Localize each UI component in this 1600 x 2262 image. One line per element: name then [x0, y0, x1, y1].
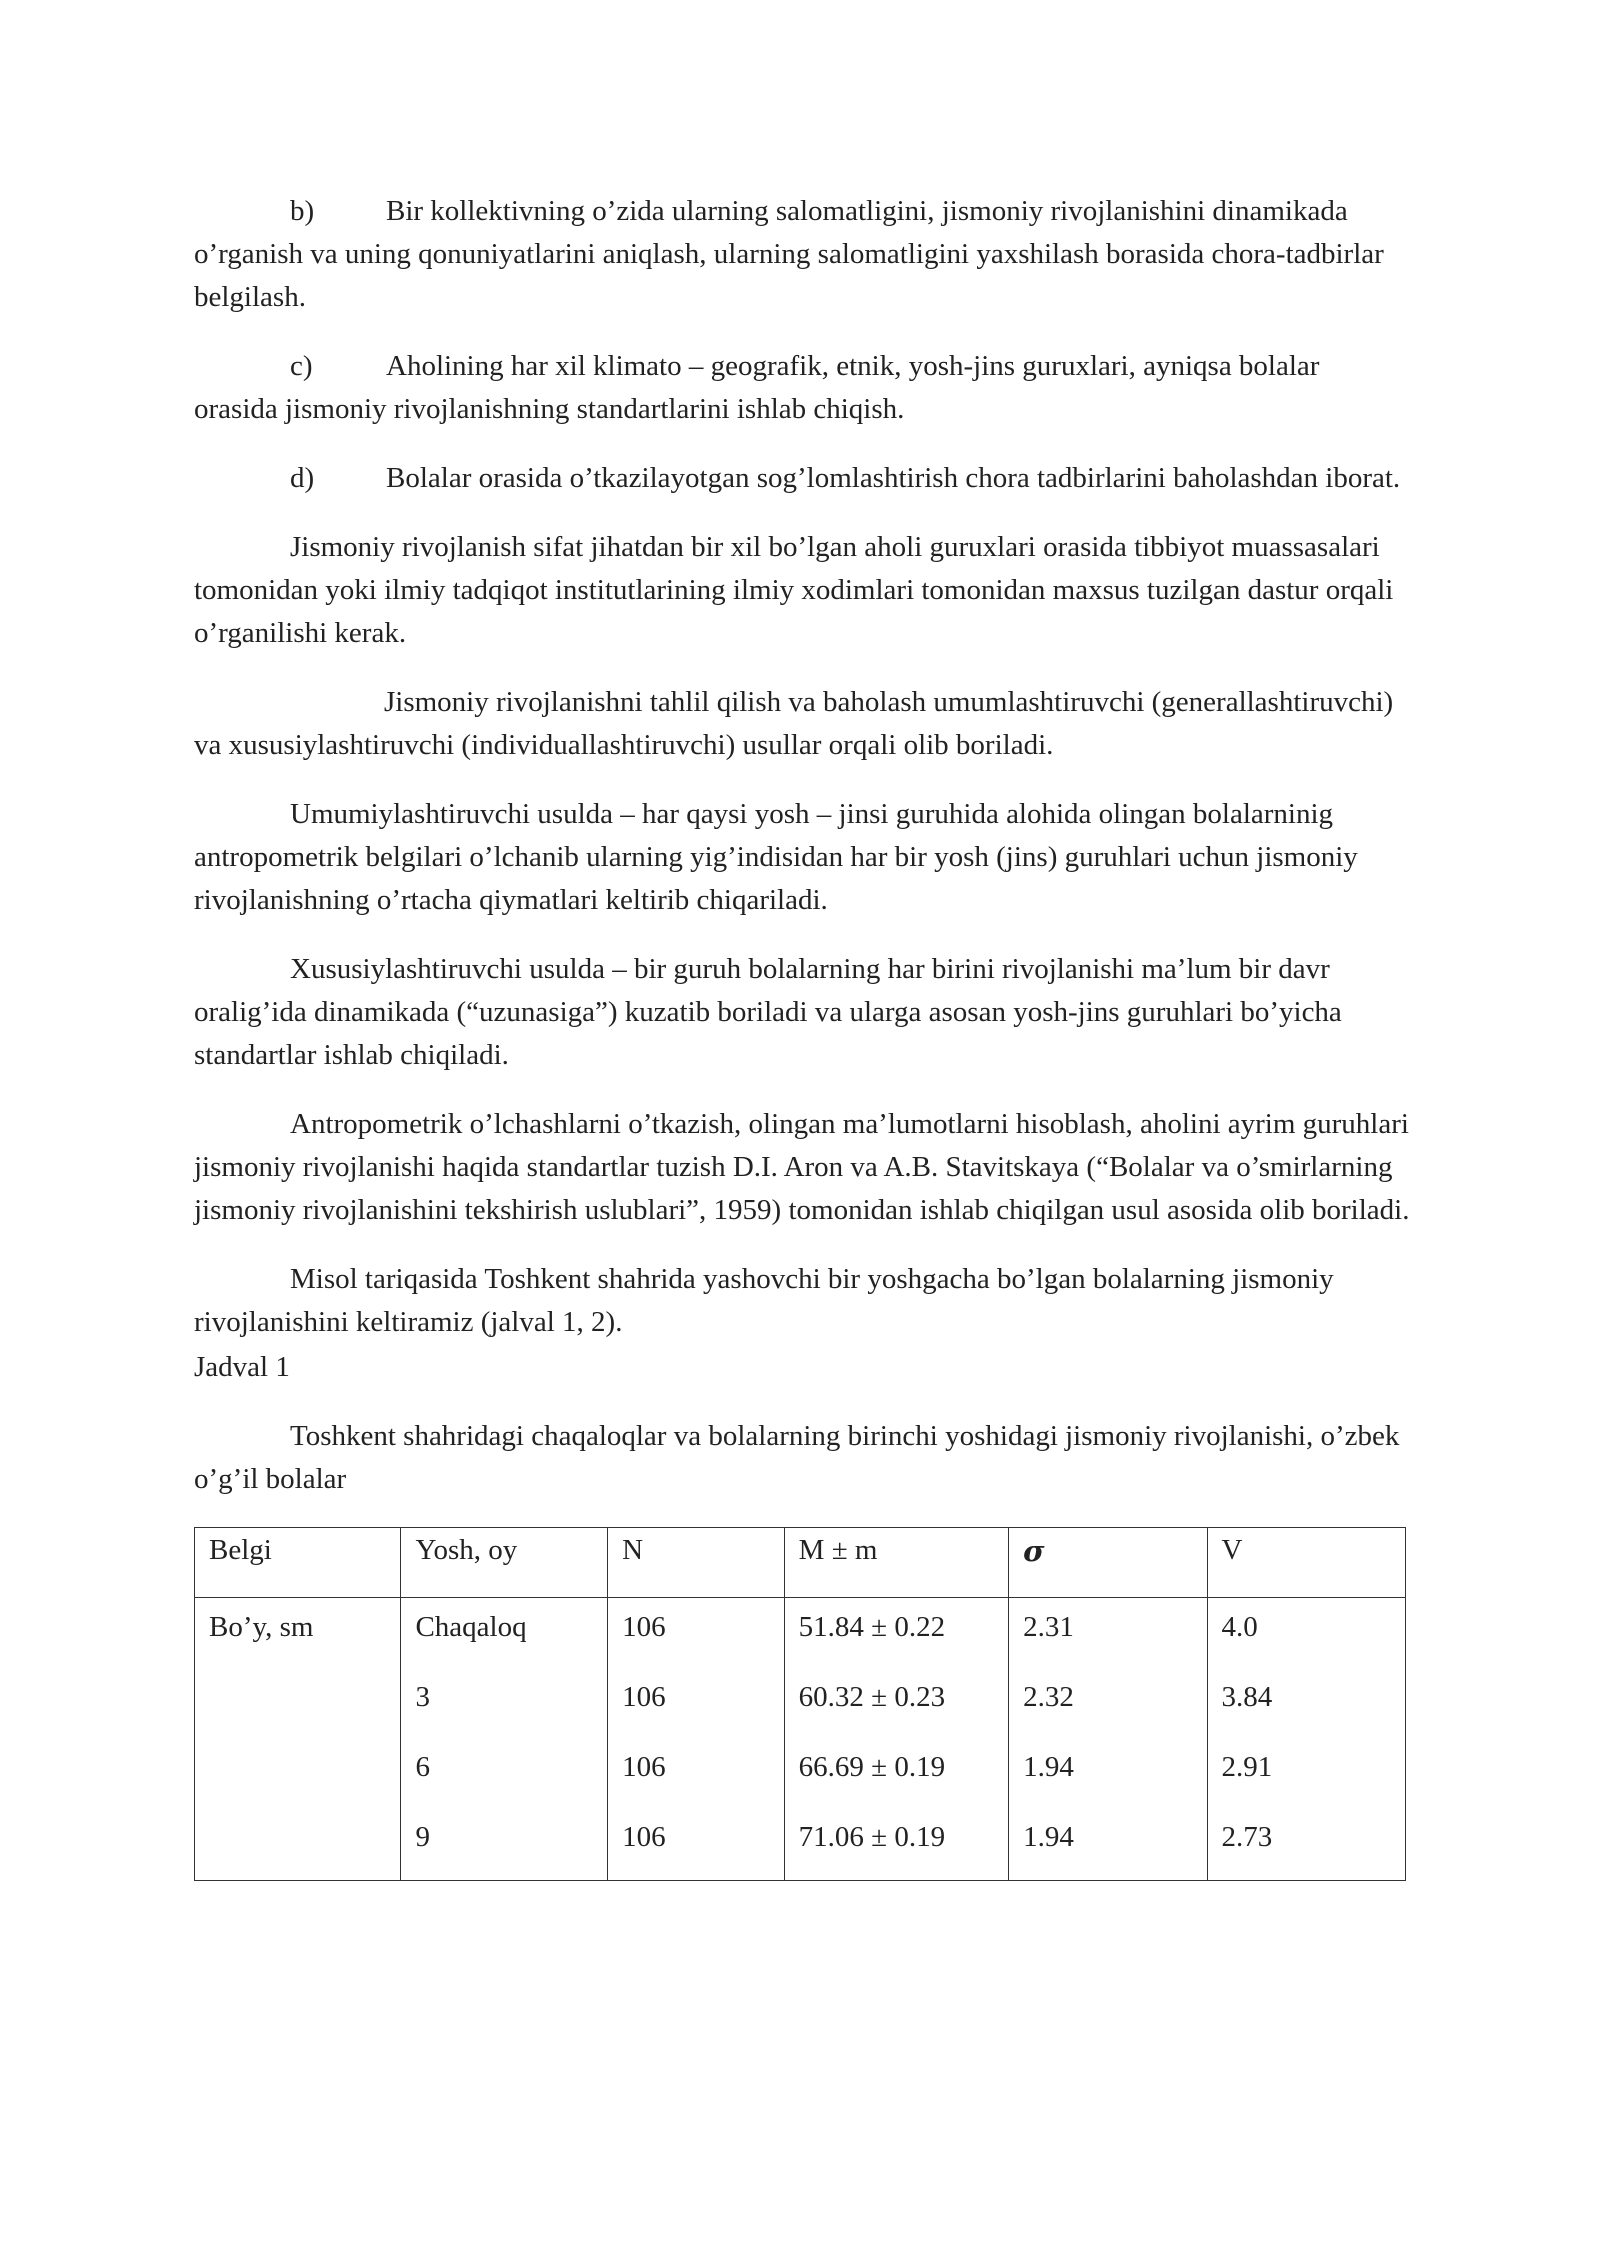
list-item-b [194, 190, 1410, 319]
list-item-label: b) [290, 195, 315, 227]
table-label: Jadval 1 [194, 1351, 290, 1383]
table-row [195, 1598, 1406, 1881]
paragraph: Umumiylashtiruvchi usulda – har qaysi yosh – jinsi guruhida alohida olingan bolalarninig antropometrik belgilari o’lchanib ularning yig’indisidan har bir yosh (jins) guruhlari uchun jismoniy rivojlanishning o’rtacha qiymatlari keltirib chiqariladi. [194, 798, 1358, 916]
list-item-label: d) [290, 462, 315, 494]
column-header-belgi: Belgi [195, 1528, 401, 1598]
column-header-n: N [608, 1528, 785, 1598]
column-header-mean: M ± m [784, 1528, 1008, 1598]
paragraph: Jismoniy rivojlanishni tahlil qilish va baholash umumlashtiruvchi (generallashtiruvchi) va xususiylashtiruvchi (individuallashtiruvchi) usullar orqali olib boriladi. [194, 686, 1394, 761]
list-item-label: c) [290, 350, 313, 382]
paragraph: Antropometrik o’lchashlarni o’tkazish, olingan ma’lumotlarni hisoblash, aholini ayrim guruhlari jismoniy rivojlanishi haqida standartlar tuzish D.I. Aron va A.B. Stavitskaya (“Bolalar va o’smirlarning jismoniy rivojlanishini tekshirish uslublari”, 1959) tomonidan ishlab chiqilgan usul asosida olib boriladi. [194, 1108, 1410, 1226]
list-item-text: Aholining har xil klimato – geografik, etnik, yosh-jins guruxlari, ayniqsa bolalar orasida jismoniy rivojlanishning standartlarini ishlab chiqish. [194, 350, 1320, 425]
cell-v: 4.0 3.84 2.91 2.73 [1207, 1598, 1405, 1881]
paragraph: Misol tariqasida Toshkent shahrida yashovchi bir yoshgacha bo’lgan bolalarning jismoniy rivojlanishini keltiramiz (jalval 1, 2). [194, 1263, 1334, 1338]
table-caption: Toshkent shahridagi chaqaloqlar va bolalarning birinchi yoshidagi jismoniy rivojlanishi, o’zbek o’g’il bolalar [194, 1420, 1400, 1495]
table-header-row [195, 1528, 1406, 1598]
list-item-c [194, 345, 1410, 431]
list-item-d [194, 457, 1410, 500]
cell-mean: 51.84 ± 0.22 60.32 ± 0.23 66.69 ± 0.19 71.06 ± 0.19 [784, 1598, 1008, 1881]
list-item-text: Bir kollektivning o’zida ularning salomatligini, jismoniy rivojlanishini dinamikada o’rganish va uning qonuniyatlarini aniqlash, ularning salomatligini yaxshilash borasida chora-tadbirlar belgilash. [194, 195, 1384, 313]
column-header-v: V [1207, 1528, 1405, 1598]
cell-belgi: Bo’y, sm [195, 1598, 401, 1881]
data-table [194, 1527, 1406, 1881]
paragraph: Jismoniy rivojlanish sifat jihatdan bir xil bo’lgan aholi guruxlari orasida tibbiyot muassasalari tomonidan yoki ilmiy tadqiqot institutlarining ilmiy xodimlari tomonidan maxsus tuzilgan dastur orqali o’rganilishi kerak. [194, 531, 1394, 649]
paragraph: Xususiylashtiruvchi usulda – bir guruh bolalarning har birini rivojlanishi ma’lum bir davr oralig’ida dinamikada (“uzunasiga”) kuzatib boriladi va ularga asosan yosh-jins guruhlari bo’yicha standartlar ishlab chiqiladi. [194, 953, 1342, 1071]
cell-age: Chaqaloq 3 6 9 [401, 1598, 608, 1881]
list-item-text: Bolalar orasida o’tkazilayotgan sog’lomlashtirish chora tadbirlarini baholashdan iborat. [386, 462, 1401, 494]
sigma-symbol: σ [1023, 1534, 1045, 1568]
column-header-sigma [1009, 1528, 1207, 1598]
cell-n: 106 106 106 106 [608, 1598, 785, 1881]
cell-sigma: 2.31 2.32 1.94 1.94 [1009, 1598, 1207, 1881]
column-header-yosh: Yosh, oy [401, 1528, 608, 1598]
